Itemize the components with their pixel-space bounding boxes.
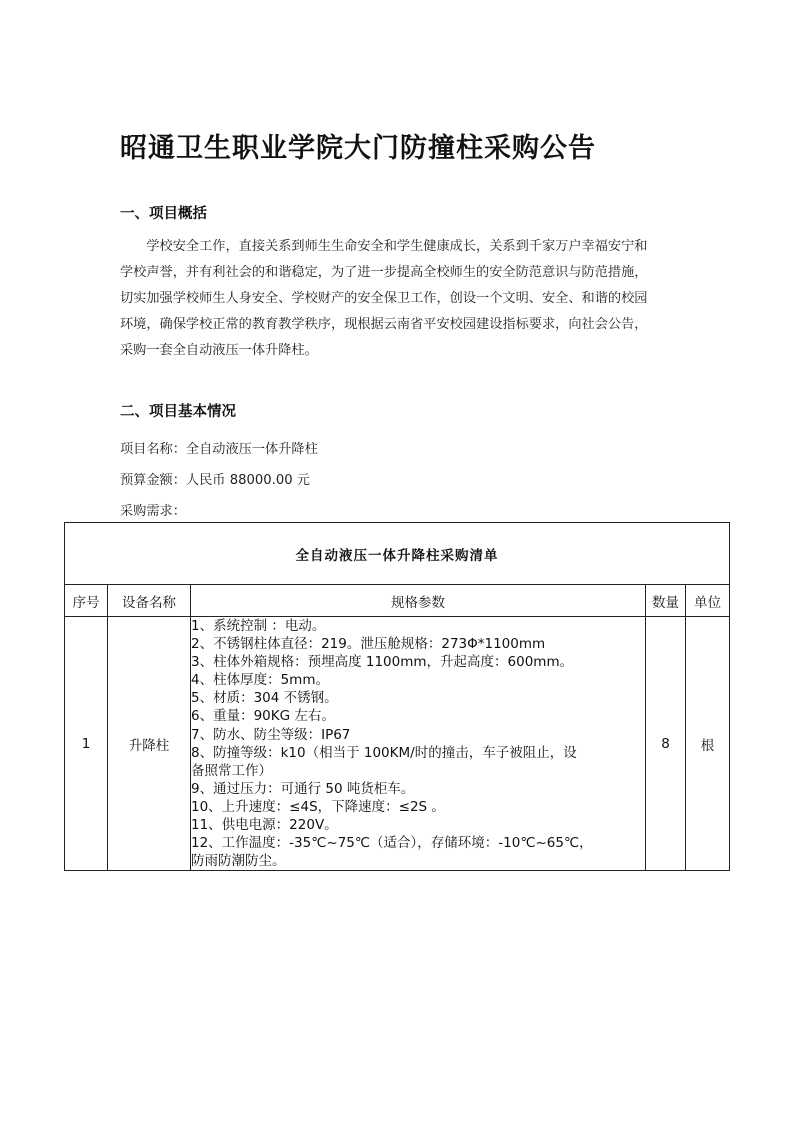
overview-paragraph [120, 234, 680, 364]
table-caption: 全自动液压一体升降柱采购清单 [65, 523, 730, 585]
spec-line: 11、供电电源：220V。 [191, 817, 338, 834]
spec-line: 10、上升速度：≤4S，下降速度：≤2S 。 [191, 798, 445, 815]
spec-line: 8、防撞等级：k10（相当于 100KM/时的撞击，车子被阻止，设 [191, 744, 577, 761]
spec-line: 4、柱体厚度：5mm。 [191, 672, 329, 689]
header-device-name: 设备名称 [108, 585, 191, 617]
header-no: 序号 [65, 585, 108, 617]
cell-specs [191, 617, 646, 871]
budget-amount: 预算金额：人民币 88000.00 元 [120, 473, 310, 488]
cell-device-name: 升降柱 [108, 617, 191, 871]
spec-line: 3、柱体外箱规格：预埋高度 1100mm，升起高度：600mm。 [191, 654, 574, 671]
paragraph-line: 环境，确保学校正常的教育教学秩序，现根据云南省平安校园建设指标要求，向社会公告， [120, 317, 648, 332]
spec-line: 1、系统控制 ：电动。 [191, 618, 326, 634]
spec-line: 防雨防潮防尘。 [191, 853, 286, 870]
spec-line: 2、不锈钢柱体直径：219。泄压舱规格：273Φ*1100mm [191, 636, 546, 653]
page-title: 昭通卫生职业学院大门防撞柱采购公告 [120, 133, 596, 164]
table-caption-row [65, 523, 730, 585]
spec-line: 7、防水、防尘等级：IP67 [191, 726, 351, 743]
paragraph-line: 学校声誉，并有利社会的和谐稳定，为了进一步提高全校师生的安全防范意识与防范措施， [120, 265, 648, 280]
cell-quantity: 8 [646, 617, 686, 871]
paragraph-line: 采购一套全自动液压一体升降柱。 [120, 343, 318, 358]
paragraph-line: 切实加强学校师生人身安全、学校财产的安全保卫工作，创设一个文明、安全、和谐的校园 [120, 291, 648, 306]
header-specs: 规格参数 [191, 585, 646, 617]
procurement-table [64, 522, 730, 871]
cell-unit: 根 [686, 617, 730, 871]
table-header-row [65, 585, 730, 617]
header-quantity: 数量 [646, 585, 686, 617]
cell-no: 1 [65, 617, 108, 871]
spec-line: 6、重量：90KG 左右。 [191, 708, 335, 725]
section-heading-basic-info: 二、项目基本情况 [120, 404, 236, 420]
header-unit: 单位 [686, 585, 730, 617]
section-heading-overview: 一、项目概括 [120, 206, 207, 222]
spec-line: 备照常工作） [191, 762, 272, 779]
project-name: 项目名称：全自动液压一体升降柱 [120, 442, 318, 457]
spec-line: 9、通过压力：可通行 50 吨货柜车。 [191, 780, 415, 797]
spec-line: 12、工作温度：-35℃~75℃（适合），存储环境：-10℃~65℃， [191, 835, 593, 852]
table-row [65, 617, 730, 871]
procurement-requirement-label: 采购需求： [120, 504, 186, 519]
paragraph-line: 学校安全工作，直接关系到师生生命安全和学生健康成长，关系到千家万户幸福安宁和 [120, 239, 648, 254]
spec-line: 5、材质：304 不锈钢。 [191, 690, 338, 707]
